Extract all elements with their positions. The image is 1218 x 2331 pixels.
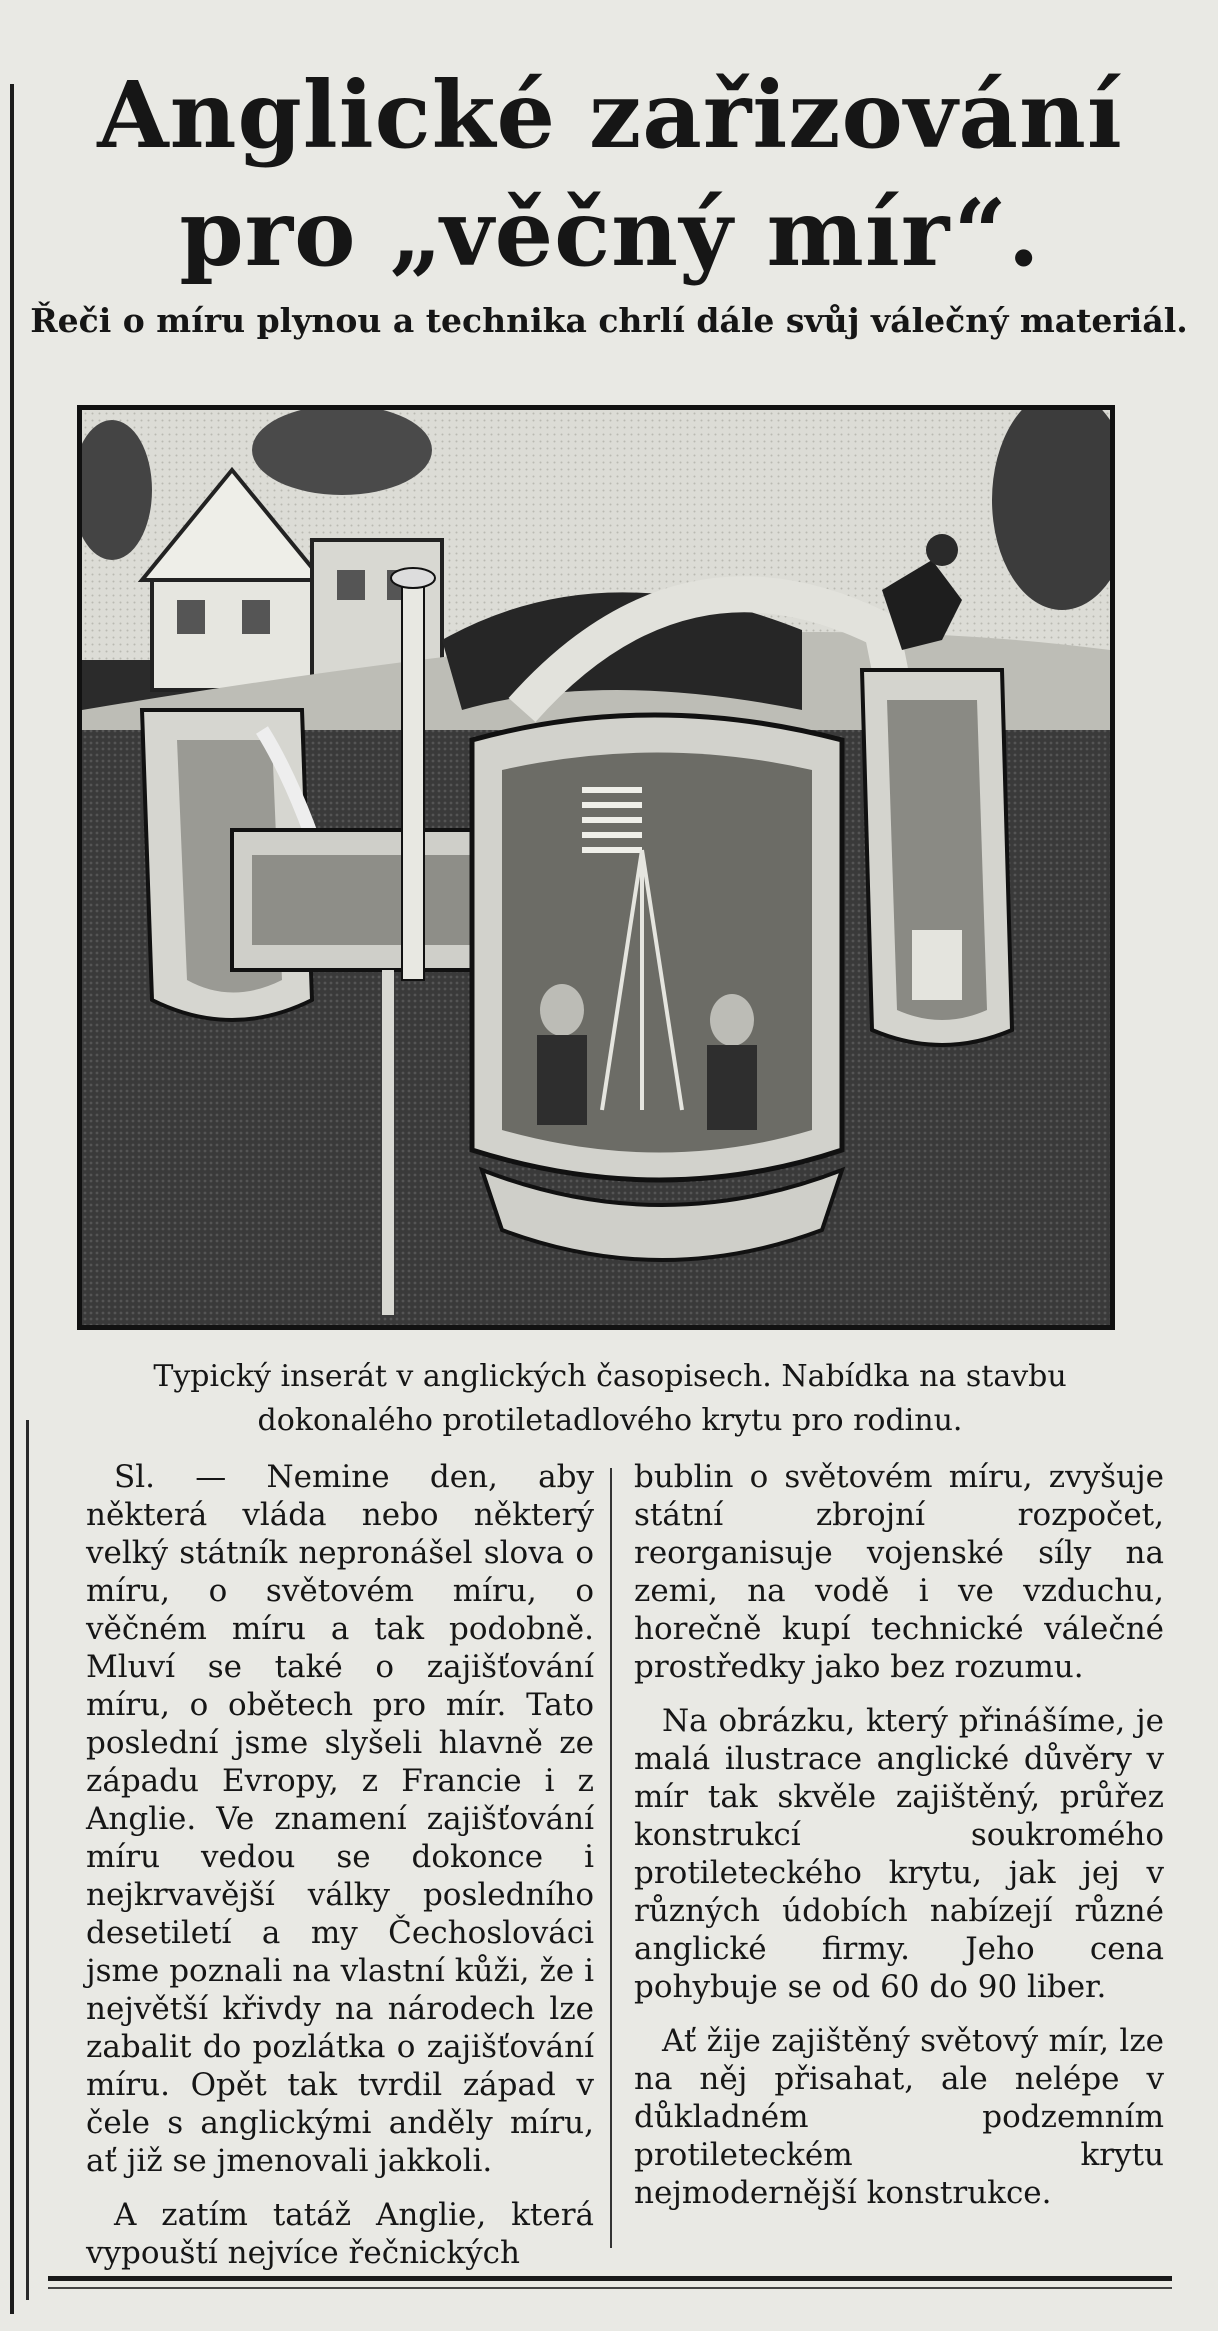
page-edge-rule-inner [26,1420,29,2300]
shelter-illustration-drawing [82,410,1110,1325]
headline-line-1: Anglické zařizování [97,61,1123,169]
article-paragraph: Ať žije zajištěný světový mír, lze na něj přisahat, ale nelépe v důkladném podzemním protileteckém krytu nejmodernější konstrukce. [634,2023,1164,2211]
headline [40,56,1180,292]
headline-line-2: pro „věčný mír“. [179,179,1041,287]
article-column-left [86,1458,594,2288]
bottom-rule-thin [48,2287,1172,2289]
article-paragraph: Na obrázku, který přinášíme, je malá ilustrace anglické důvěry v mír tak skvěle zajištěný, průřez konstrukcí soukromého protileteckého krytu, jak jej v různých údobích nabízejí různé anglické firmy. Jeho cena pohybuje se od 60 do 90 liber. [634,1703,1164,2005]
subheadline: Řeči o míru plynou a technika chrlí dále svůj válečný materiál. [30,301,1188,340]
shelter-cutaway-illustration [77,405,1115,1330]
column-divider [610,1468,612,2248]
article-column-right [634,1458,1164,2228]
article-paragraph: A zatím tatáž Anglie, která vypouští nejvíce řečnických [86,2197,594,2271]
illustration-caption [30,1355,1190,1443]
article-paragraph: bublin o světovém míru, zvyšuje státní zbrojní rozpočet, reorganisuje vojenské síly na zemi, na vodě i ve vzduchu, horečně kupí technické válečné prostředky jako bez rozumu. [634,1459,1164,1685]
article-paragraph: Sl. — Nemine den, aby některá vláda nebo některý velký státník nepronášel slova o míru, o světovém míru, o věčném míru a tak podobně. Mluví se také o zajišťování míru, o obětech pro mír. Tato poslední jsme slyšeli hlavně ze západu Evropy, z Francie i z Anglie. Ve znamení zajišťování míru vedou se dokonce i nejkrvavější války posledního desetiletí a my Čechoslováci jsme poznali na vlastní kůži, že i největší křivdy na národech lze zabalit do pozlátka o zajišťování míru. Opět tak tvrdil západ v čele s anglickými anděly míru, ať již se jmenovali jakkoli. [86,1459,594,2179]
bottom-rule [48,2276,1172,2281]
caption-line-1: Typický inserát v anglických časopisech. Nabídka na stavbu [153,1359,1067,1394]
page-edge-rule [10,84,14,2314]
caption-line-2: dokonalého protiletadlového krytu pro rodinu. [257,1403,963,1438]
